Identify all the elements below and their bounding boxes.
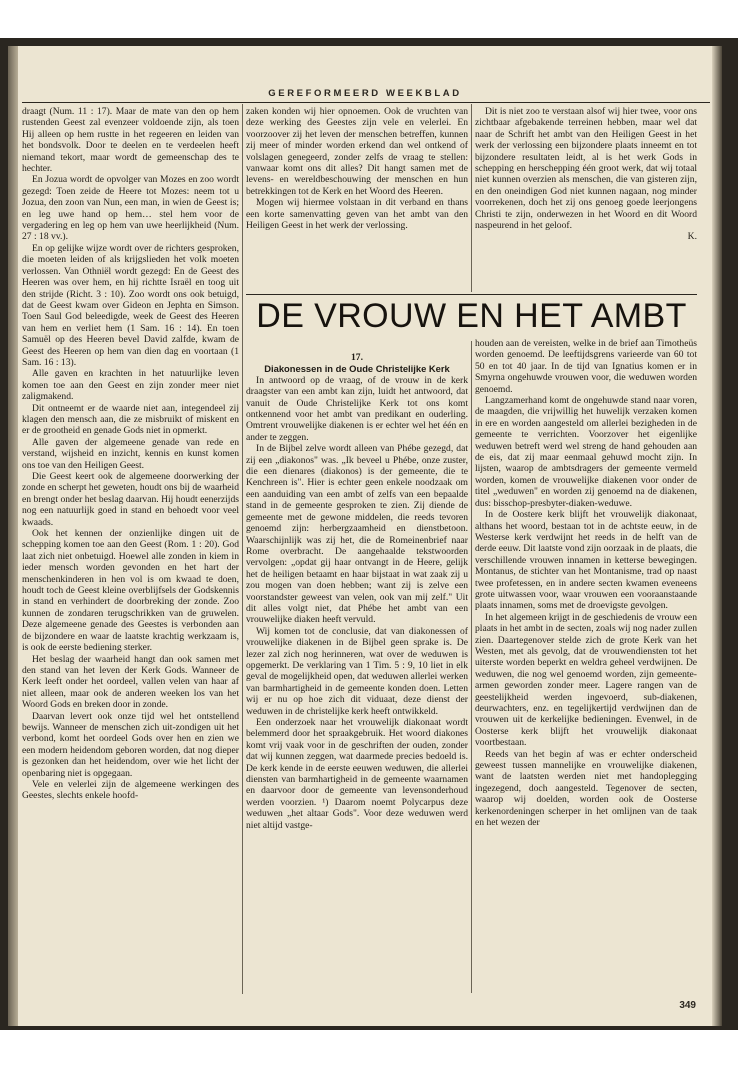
header-rule: [22, 102, 710, 103]
paragraph: Mogen wij hiermee volstaan in dit verband en thans een korte samenvatting geven van het ambt van den Heiligen Geest in het werk der verlossing.: [246, 197, 468, 232]
paragraph: Ook het kennen der onzienlijke dingen uit de schepping komen toe aan den Geest (Rom. 1 : 20). God laat zich niet onbetuigd. Hoewel alle zonden in kiem in ieder mensch worden gevonden en het hart der menschenkinderen in hen vol is om kwaad te doen, houdt toch de Geest kleine overblijfsels der Godskennis in stand en verhindert de doorbreking der zonde. Zoo kunnen de zondaren terugschrikken van de gruwelen. Deze algemeene genade des Geestes is verbonden aan de bijzondere en waar de laatste krachtig werkzaam is, is ook de eerste bediening sterker.: [22, 528, 239, 654]
page-number: 349: [679, 1000, 696, 1011]
magazine-page: [8, 46, 722, 1026]
paragraph: Het beslag der waarheid hangt dan ook samen met den stand van het leven der Kerk Gods. Wanneer de Kerk leeft onder het oordeel, vallen velen van haar af niet alleen, maar ook de anderen weeken los van het Woord Gods en breken door in zonde.: [22, 653, 239, 711]
right-bottom-column: [475, 338, 697, 992]
paragraph: Daarvan levert ook onze tijd wel het ontstellend bewijs. Wanneer de menschen zich uit-zondigen uit het verbond, komt het oordeel Gods over hen en zien we een modern heidendom geboren worden, dat nog dieper is gezonken dan het heidendom, over wie het licht der openbaring niet is opgegaan.: [22, 710, 239, 779]
left-column: [22, 106, 239, 991]
column-divider-3: [471, 341, 472, 993]
running-header: GEREFORMEERD WEEKBLAD: [268, 88, 462, 99]
paragraph: houden aan de vereisten, welke in de brief aan Timotheüs worden genoemd. De leeftijdsgrens varieerde van 60 tot 50 en tot 40 jaar. In de tijd van Ignatius komen er in Smyrna ongehuwde vrouwen voor, die weduwen worden genoemd.: [475, 338, 697, 395]
article-subheading: Diakonessen in de Oude Christelijke Kerk: [264, 363, 450, 375]
paragraph: Reeds van het begin af was er echter onderscheid geweest tussen mannelijke en vrouwelijke diakenen, want de laatsten werden niet met handoplegging ingezegend, doch aangesteld. Tegenover de secten, waarop wij doelden, worden ook de Oosterse kerkenordeningen scherper in het omlijnen van de taak en het wezen der: [475, 748, 697, 829]
paragraph: draagt (Num. 11 : 17). Maar de mate van den op hem rustenden Geest zal evenzeer voldoende zijn, als toen Hij alleen op hem rustte in het regeeren en leiden van het bondsvolk. Door te deelen en te verdeelen heeft niemand tekort, maar wordt de gemeenschap des te hechter.: [22, 106, 239, 175]
paragraph: Een onderzoek naar het vrouwelijk diakonaat wordt belemmerd door het spraakgebruik. Het woord diakones komt vrij vaak voor in de geschriften der ouden, zonder dat wij kunnen zeggen, wat daarmede precies bedoeld is. De kerk kende in de eerste eeuwen weduwen, die allerlei diensten van barmhartigheid in de gemeente waarnamen en daarvoor door de gemeente van levensonderhoud werden voorzien. ¹) Daarom noemt Polycarpus deze weduwen „het altaar Gods". Voor deze weduwen werd niet altijd vastge-: [246, 717, 468, 831]
middle-bottom-column: [246, 352, 468, 992]
right-top-column: [475, 106, 697, 291]
article-title: DE VROUW EN HET AMBT: [256, 297, 687, 335]
middle-top-column: [246, 106, 468, 291]
author-signature: K.: [687, 231, 697, 243]
article-rule: [246, 294, 697, 295]
paragraph: En Jozua wordt de opvolger van Mozes en zoo wordt gezegd: Toen zeide de Heere tot Mozes: neem tot u Jozua, den zoon van Nun, een man, in wien de Geest is; en leg uwe hand op hem… stel hem voor de vergadering en leg op hem van uwe heerlijkheid (Num. 27 : 18 vv.).: [22, 174, 239, 243]
paragraph: En op gelijke wijze wordt over de richters gesproken, die moeten leiden of als krijgslieden het volk moeten verlossen. Van Othniël wordt gezegd: En de Geest des Heeren was over hem, en hij richtte Israël en toog uit den strijde (Richt. 3 : 10). Zoo wordt ons ook betuigd, dat de Geest kwam over Gideon en Jephta en Simson. Toen Saul God beleedigde, week de Geest des Heeren van hem en verliet hem (1 Sam. 16 : 14). En toen Samuël op des Heeren bevel David zalfde, kwam de Geest des Heeren op hem van dien dag en voortaan (1 Sam. 16 : 13).: [22, 242, 239, 368]
page-edge-shadow: [712, 46, 722, 1026]
paragraph: Vele en velerlei zijn de algemeene werkingen des Geestes, slechts enkele hoofd-: [22, 778, 239, 802]
paragraph: In de Oostere kerk blijft het vrouwelijk diakonaat, althans het woord, bestaan tot in de achtste eeuw, in de Westerse kerk verdwijnt het reeds in de helft van de derde eeuw. Dit laatste vond zijn oorzaak in de plaats, die verschillende vrouwen innamen in ketterse bewegingen. Montanus, de stichter van het Montanisme, trad op naast twee profetessen, en in andere secten kwamen eveneens grote uitwassen voor, waar vrouwen een vooraanstaande plaats innamen, soms met de droevigste gevolgen.: [475, 509, 697, 612]
page-spine-shadow: [8, 46, 18, 1026]
column-divider-2: [471, 104, 472, 292]
paragraph: Dit ontneemt er de waarde niet aan, integendeel zij klagen den mensch aan, die ze misbruikt of miskent en er de grootheid en genade Gods niet in opmerkt.: [22, 402, 239, 437]
section-number: 17.: [351, 352, 363, 363]
paragraph: Alle gaven der algemeene genade van rede en verstand, wijsheid en inzicht, kennis en kunst komen ons toe van den Heiligen Geest.: [22, 436, 239, 471]
paragraph: Dit is niet zoo te verstaan alsof wij hier twee, voor ons zichtbaar afgebakende terreinen hebben, maar wel dat naar de Schrift het ambt van den Heiligen Geest in het werk der verlossing een bijzondere plaats inneemt en tot bijzondere resultaten leidt, al is het werk Gods in schepping en herschepping één groot werk, dat wij totaal niet kunnen overzien als menschen, die van gisteren zijn, en den oneindigen God niet kunnen nagaan, nog minder voorrekenen, doch het zij ons genoeg goede leerjongens Christi te zijn, onderwezen in het Woord en dit Woord naspeurend in het geloof.: [475, 106, 697, 232]
paragraph: In de Bijbel zelve wordt alleen van Phébe gezegd, dat zij een „diakonos" was. „Ik beveel u Phébe, onze zuster, die een dienares (diakonos) is der gemeente, die te Kenchreen is". Hier is echter geen enkele noodzaak om een aanduiding van een ambt of zelfs van een bepaalde stand in de gemeente gesproken te zien. Zij diende de gemeente met de gewone middelen, die reeds tevoren genoemd zijn: herbergzaamheid en dienstbetoon. Waarschijnlijk was zij het, die de Romeinenbrief naar Rome overbracht. De aangehaalde tekstwoorden vervolgen: „opdat gij haar ontvangt in de Heere, gelijk het de heiligen betaamt en haar bijstaat in wat zaak zij u zou mogen van doen hebben; want zij is zelve een voorstandster geweest van velen, ook van mij zelf." Uit dit alles volgt niet, dat Phébe het ambt van een vrouwelijke diaken heeft vervuld.: [246, 443, 468, 626]
paragraph: zaken konden wij hier opnoemen. Ook de vruchten van deze werking des Geestes zijn vele en velerlei. En voorzoover zij het leven der menschen betreffen, kunnen zij meer of minder worden erkend dan wel ontkend of volslagen genegeerd, zonder zelfs de vraag te stellen: vanwaar komt ons dit alles? Dit hangt samen met de levens- en wereldbeschouwing der menschen en hun betrekkingen tot de Kerk en het Woord des Heeren.: [246, 106, 468, 197]
column-divider-1: [242, 104, 243, 994]
paragraph: Langzamerhand komt de ongehuwde stand naar voren, de maagden, die vrijwillig het huwelijk verzaken komen in ere en worden aangesteld om allerlei bezigheden in de gemeente te verrichten. Voorzover het eigenlijke weduwen betreft werd wel streng de hand gehouden aan de eis, dat zij maar eenmaal gehuwd mocht zijn. In lijsten, waarop de ambtsdragers der gemeente vermeld worden, komen de vrouwelijke diakenen voor onder de titel „weduwen" en worden zij genoemd na de diakenen, dus: bisschop-presbyter-diaken-weduwe.: [475, 395, 697, 509]
paragraph: In het algemeen krijgt in de geschiedenis de vrouw een plaats in het ambt in de secten, zoals wij nog nader zullen zien. Daartegenover stelde zich de grote Kerk van het Westen, met als gevolg, dat de vrouwendiensten tot het uiterste worden beperkt en weldra geheel verdwijnen. De weduwen, die nog wel genoemd worden, zijn gemeente-armen geworden zonder meer. Lagere rangen van de geestelijkheid werden ingevoerd, sub-diakenen, deurwachters, enz. en tegelijkertijd verdwijnen dan de vrouwen uit de kerkelijke bedieningen. Evenwel, in de Oosterse kerk blijft het vrouwelijk diakonaat voortbestaan.: [475, 611, 697, 749]
paragraph: Alle gaven en krachten in het natuurlijke leven komen toe aan den Geest en zijn zonder meer niet zaligmakend.: [22, 368, 239, 403]
paragraph: Wij komen tot de conclusie, dat van diakonessen of vrouwelijke diakenen in de Bijbel geen sprake is. De lezer zal zich nog herinneren, wat over de weduwen is opgemerkt. De verklaring van 1 Tim. 5 : 9, 10 liet in elk geval de mogelijkheid open, dat weduwen allerlei werken van barmhartigheid in de gemeente konden doen. Letten wij er nu op hoe zich dit viduaat, deze dienst der weduwen in de christelijke kerk heeft ontwikkeld.: [246, 625, 468, 717]
paragraph: Die Geest keert ook de algemeene doorwerking der zonde en scherpt het geweten, houdt ons bij de waarheid en brengt onder het beslag daarvan. Hij houdt eenerzijds nog een natuurlijk goed in stand en behoedt voor veel kwaads.: [22, 471, 239, 528]
paragraph: In antwoord op de vraag, of de vrouw in de kerk draagster van een ambt kan zijn, luidt het antwoord, dat vanuit de Oude Christelijke Kerk tot ons komt ontkennend voor het ambt van predikant en ouderling. Omtrent vrouwelijke diakenen is er echter wel het één en ander te zeggen.: [246, 374, 468, 443]
